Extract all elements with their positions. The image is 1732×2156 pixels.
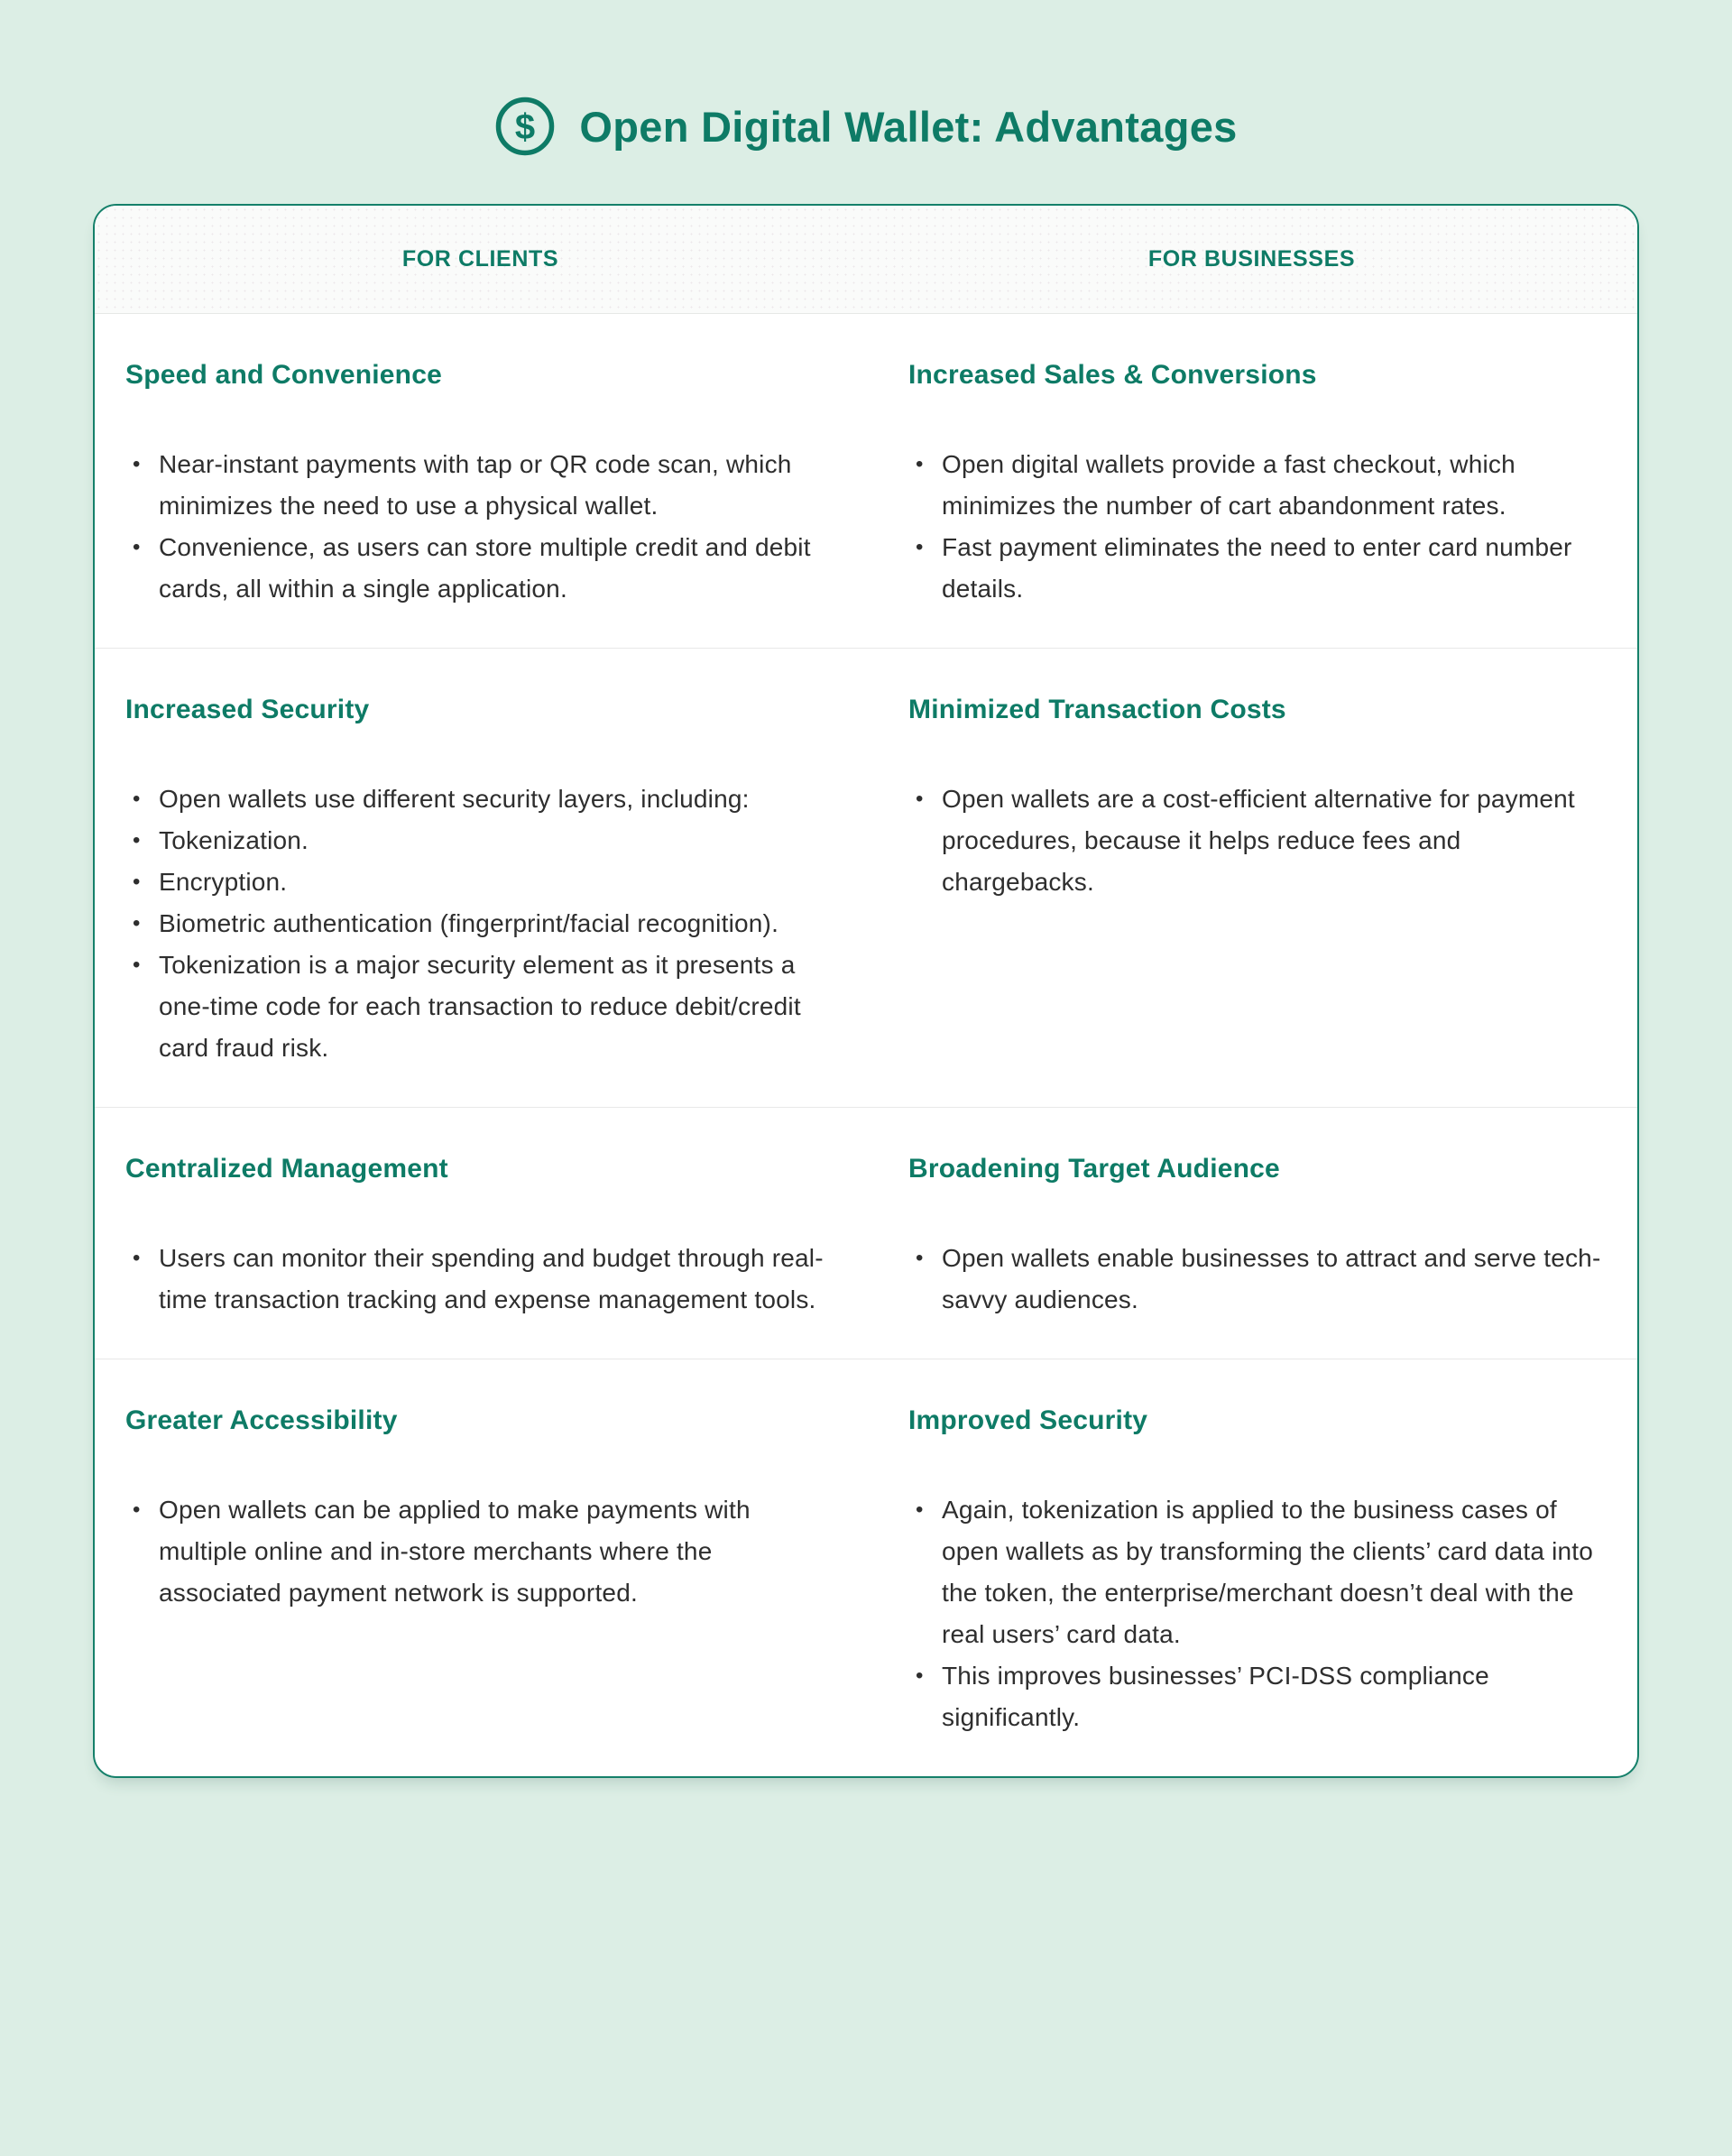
page-header (0, 0, 1732, 157)
list-item: • Fast payment eliminates the need to enter card number details. (908, 527, 1610, 610)
section-heading: Increased Security (125, 695, 370, 724)
business-cell (908, 1359, 1610, 1738)
section-heading: Minimized Transaction Costs (908, 695, 1286, 724)
bullet-list (908, 444, 1610, 610)
bullet-list (125, 1238, 827, 1321)
table-row (95, 314, 1637, 648)
section-heading: Broadening Target Audience (908, 1154, 1280, 1184)
card-header (95, 206, 1637, 314)
bullet-list (125, 779, 827, 1069)
dollar-glyph: $ (515, 107, 536, 147)
bullet-list (125, 444, 827, 610)
list-item: • Biometric authentication (fingerprint/facial recognition). (125, 903, 827, 944)
table-row (95, 648, 1637, 1107)
client-cell (125, 1108, 827, 1321)
list-item: • Open wallets can be applied to make payments with multiple online and in-store merchants where the associated payment network is supported. (125, 1489, 827, 1614)
section-heading: Speed and Convenience (125, 360, 442, 390)
page-title: Open Digital Wallet: Advantages (579, 102, 1238, 151)
list-item: • Open wallets use different security layers, including: (125, 779, 827, 820)
table-row (95, 1107, 1637, 1359)
client-cell (125, 649, 827, 1069)
list-item: • Near-instant payments with tap or QR code scan, which minimizes the need to use a physical wallet. (125, 444, 827, 527)
list-item: • Open wallets are a cost-efficient alternative for payment procedures, because it helps reduce fees and chargebacks. (908, 779, 1610, 903)
business-cell (908, 1108, 1610, 1321)
list-item: • This improves businesses’ PCI-DSS compliance significantly. (908, 1655, 1610, 1738)
column-header-clients: FOR CLIENTS (401, 246, 559, 272)
bullet-list (908, 1489, 1610, 1738)
list-item: • Tokenization. (125, 820, 827, 861)
table-row (95, 1359, 1637, 1776)
section-heading: Improved Security (908, 1405, 1148, 1435)
column-header-businesses: FOR BUSINESSES (1147, 246, 1356, 272)
list-item: • Open wallets enable businesses to attract and serve tech-savvy audiences. (908, 1238, 1610, 1321)
list-item: • Open digital wallets provide a fast checkout, which minimizes the number of cart abandonment rates. (908, 444, 1610, 527)
business-cell (908, 649, 1610, 1069)
list-item: • Again, tokenization is applied to the business cases of open wallets as by transforming the clients’ card data into the token, the enterprise/merchant doesn’t deal with the real users’ card data. (908, 1489, 1610, 1655)
client-cell (125, 1359, 827, 1738)
section-heading: Greater Accessibility (125, 1405, 398, 1435)
advantages-card (93, 204, 1639, 1778)
dollar-circle-icon (494, 96, 556, 157)
section-heading: Increased Sales & Conversions (908, 360, 1317, 390)
client-cell (125, 314, 827, 610)
list-item: • Encryption. (125, 861, 827, 903)
section-heading: Centralized Management (125, 1154, 448, 1184)
bullet-list (908, 1238, 1610, 1321)
list-item: • Tokenization is a major security element as it presents a one-time code for each transaction to reduce debit/credit card fraud risk. (125, 944, 827, 1069)
bullet-list (125, 1489, 827, 1614)
bullet-list (908, 779, 1610, 903)
list-item: • Convenience, as users can store multiple credit and debit cards, all within a single application. (125, 527, 827, 610)
list-item: • Users can monitor their spending and budget through real-time transaction tracking and expense management tools. (125, 1238, 827, 1321)
business-cell (908, 314, 1610, 610)
